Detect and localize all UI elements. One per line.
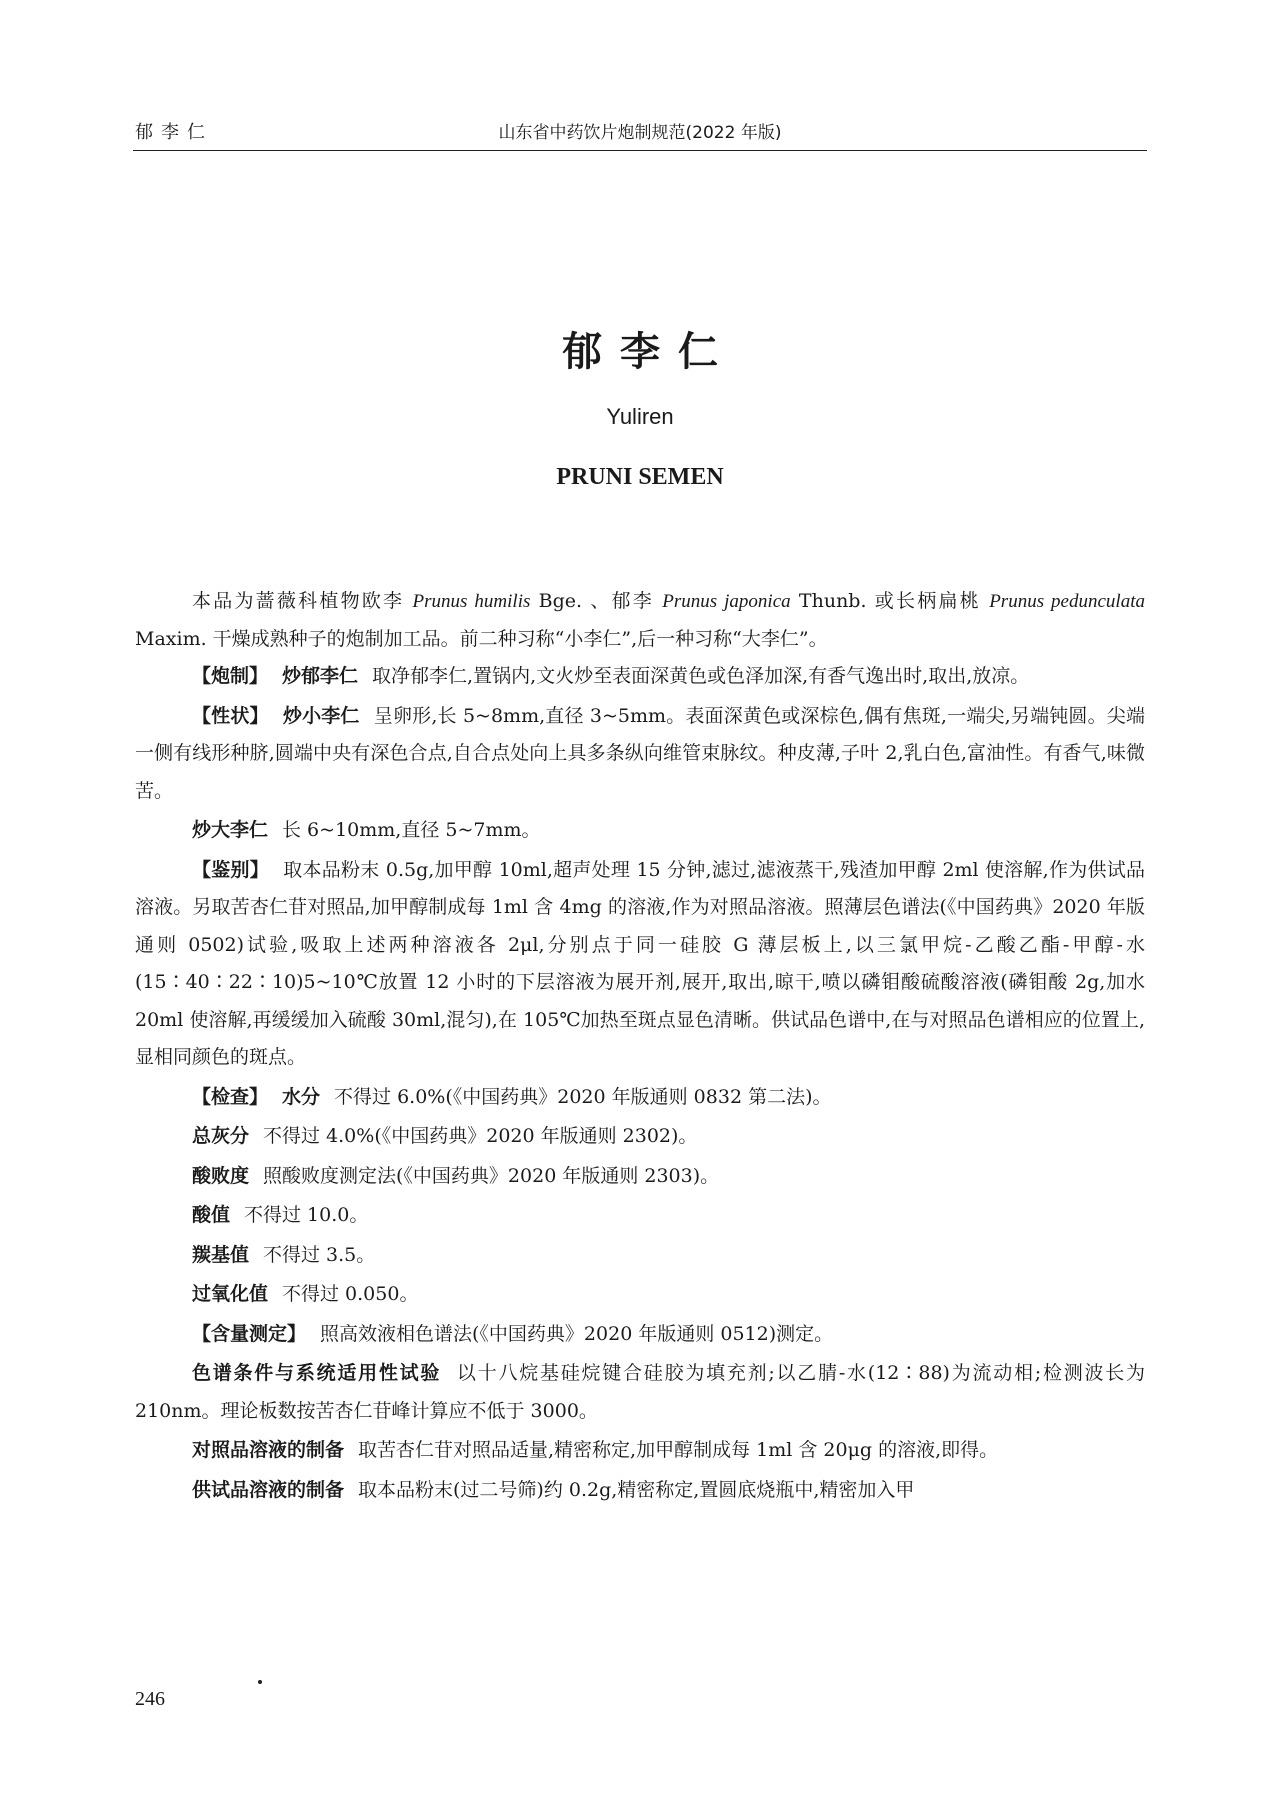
characters-paragraph: 【性状】 炒小李仁 呈卵形,长 5~8mm,直径 3~5mm。表面深黄色或深棕色,偶有焦斑,一端尖,另端钝圆。尖端一侧有线形种脐,圆端中央有深色合点,自合点处向上具多条纵向维管束脉纹。种皮薄,子叶 2,乳白色,富油性。有香气,味微苦。 — [135, 704, 1145, 802]
subheading: 供试品溶液的制备 — [192, 1478, 345, 1501]
subheading: 酸败度 — [192, 1164, 250, 1187]
pinyin-name: Yuliren — [606, 404, 674, 429]
page-title: 郁李仁 — [562, 329, 736, 375]
section-heading: 【性状】 — [192, 704, 269, 727]
subheading: 总灰分 — [192, 1125, 250, 1147]
inspection-paragraph: 【检查】 水分 不得过 6.0%(《中国药典》2020 年版通则 0832 第二法)。 — [192, 1085, 832, 1108]
subheading: 水分 — [282, 1085, 321, 1108]
subheading: 炒郁李仁 — [282, 665, 359, 687]
inspection-item: 过氧化值 不得过 0.050。 — [192, 1283, 419, 1305]
running-header-book: 山东省中药饮片炮制规范(2022 年版) — [498, 123, 782, 143]
characters-large-paragraph: 炒大李仁 长 6~10mm,直径 5~7mm。 — [192, 819, 541, 841]
species-name: Prunus pedunculata — [989, 591, 1145, 612]
subheading: 过氧化值 — [192, 1283, 269, 1305]
subheading: 炒小李仁 — [282, 704, 360, 727]
processing-paragraph: 【炮制】 炒郁李仁 取净郁李仁,置锅内,文火炒至表面深黄色或色泽加深,有香气逸出时,取出,放凉。 — [192, 665, 1030, 687]
assay-paragraph: 【含量测定】 照高效液相色谱法(《中国药典》2020 年版通则 0512)测定。 — [192, 1322, 834, 1345]
subheading: 对照品溶液的制备 — [192, 1439, 345, 1461]
intro-paragraph: 本品为蔷薇科植物欧李 Prunus humilis Bge. 、郁李 Prunus japonica Thunb. 或长柄扁桃 Prunus pedunculata Maxim. 干燥成熟种子的炮制加工品。前二种习称“小李仁”,后一种习称“大李仁”。 — [135, 590, 1145, 650]
header-rule — [133, 150, 1147, 151]
inspection-item: 羰基值 不得过 3.5。 — [192, 1243, 376, 1266]
monograph-body — [135, 583, 1145, 1511]
assay-item: 供试品溶液的制备 取本品粉末(过二号筛)约 0.2g,精密称定,置圆底烧瓶中,精密加入甲 — [192, 1478, 915, 1501]
section-heading: 【鉴别】 — [192, 858, 270, 881]
assay-item: 对照品溶液的制备 取苦杏仁苷对照品适量,精密称定,加甲醇制成每 1ml 含 20μg 的溶液,即得。 — [192, 1439, 999, 1461]
print-speck — [258, 1680, 262, 1684]
section-heading: 【检查】 — [192, 1085, 269, 1108]
assay-item: 色谱条件与系统适用性试验 以十八烷基硅烷键合硅胶为填充剂;以乙腈-水(12∶88)为流动相;检测波长为 210nm。理论板数按苦杏仁苷峰计算应不低于 3000。 — [135, 1362, 1145, 1422]
page-number: 246 — [135, 1688, 165, 1710]
section-heading: 【炮制】 — [192, 665, 269, 687]
species-name: Prunus humilis — [412, 591, 531, 612]
running-header-title: 郁李仁 — [135, 122, 213, 143]
species-name: Prunus japonica — [662, 591, 791, 612]
subheading: 炒大李仁 — [192, 819, 269, 841]
subheading: 酸值 — [192, 1204, 231, 1226]
section-heading: 【含量测定】 — [192, 1322, 307, 1345]
latin-name: PRUNI SEMEN — [556, 464, 724, 490]
inspection-item: 酸值 不得过 10.0。 — [192, 1204, 369, 1226]
inspection-item: 总灰分 不得过 4.0%(《中国药典》2020 年版通则 2302)。 — [192, 1125, 698, 1147]
subheading: 羰基值 — [192, 1243, 250, 1266]
subheading: 色谱条件与系统适用性试验 — [192, 1362, 442, 1384]
inspection-item: 酸败度 照酸败度测定法(《中国药典》2020 年版通则 2303)。 — [192, 1164, 720, 1187]
identification-paragraph: 【鉴别】 取本品粉末 0.5g,加甲醇 10ml,超声处理 15 分钟,滤过,滤液蒸干,残渣加甲醇 2ml 使溶解,作为供试品溶液。另取苦杏仁苷对照品,加甲醇制成每 1ml 含 4mg 的溶液,作为对照品溶液。照薄层色谱法(《中国药典》2020 年版通则 0502)试验,吸取上述两种溶液各 2μl,分别点于同一硅胶 G 薄层板上,以三氯甲烷-乙酸乙酯-甲醇-水(15∶40∶22∶10)5~10℃放置 12 小时的下层溶液为展开剂,展开,取出,晾干,喷以磷钼酸硫酸溶液(磷钼酸 2g,加水 20ml 使溶解,再缓缓加入硫酸 30ml,混匀),在 105℃加热至斑点显色清晰。供试品色谱中,在与对照品色谱相应的位置上,显相同颜色的斑点。 — [135, 858, 1145, 1068]
